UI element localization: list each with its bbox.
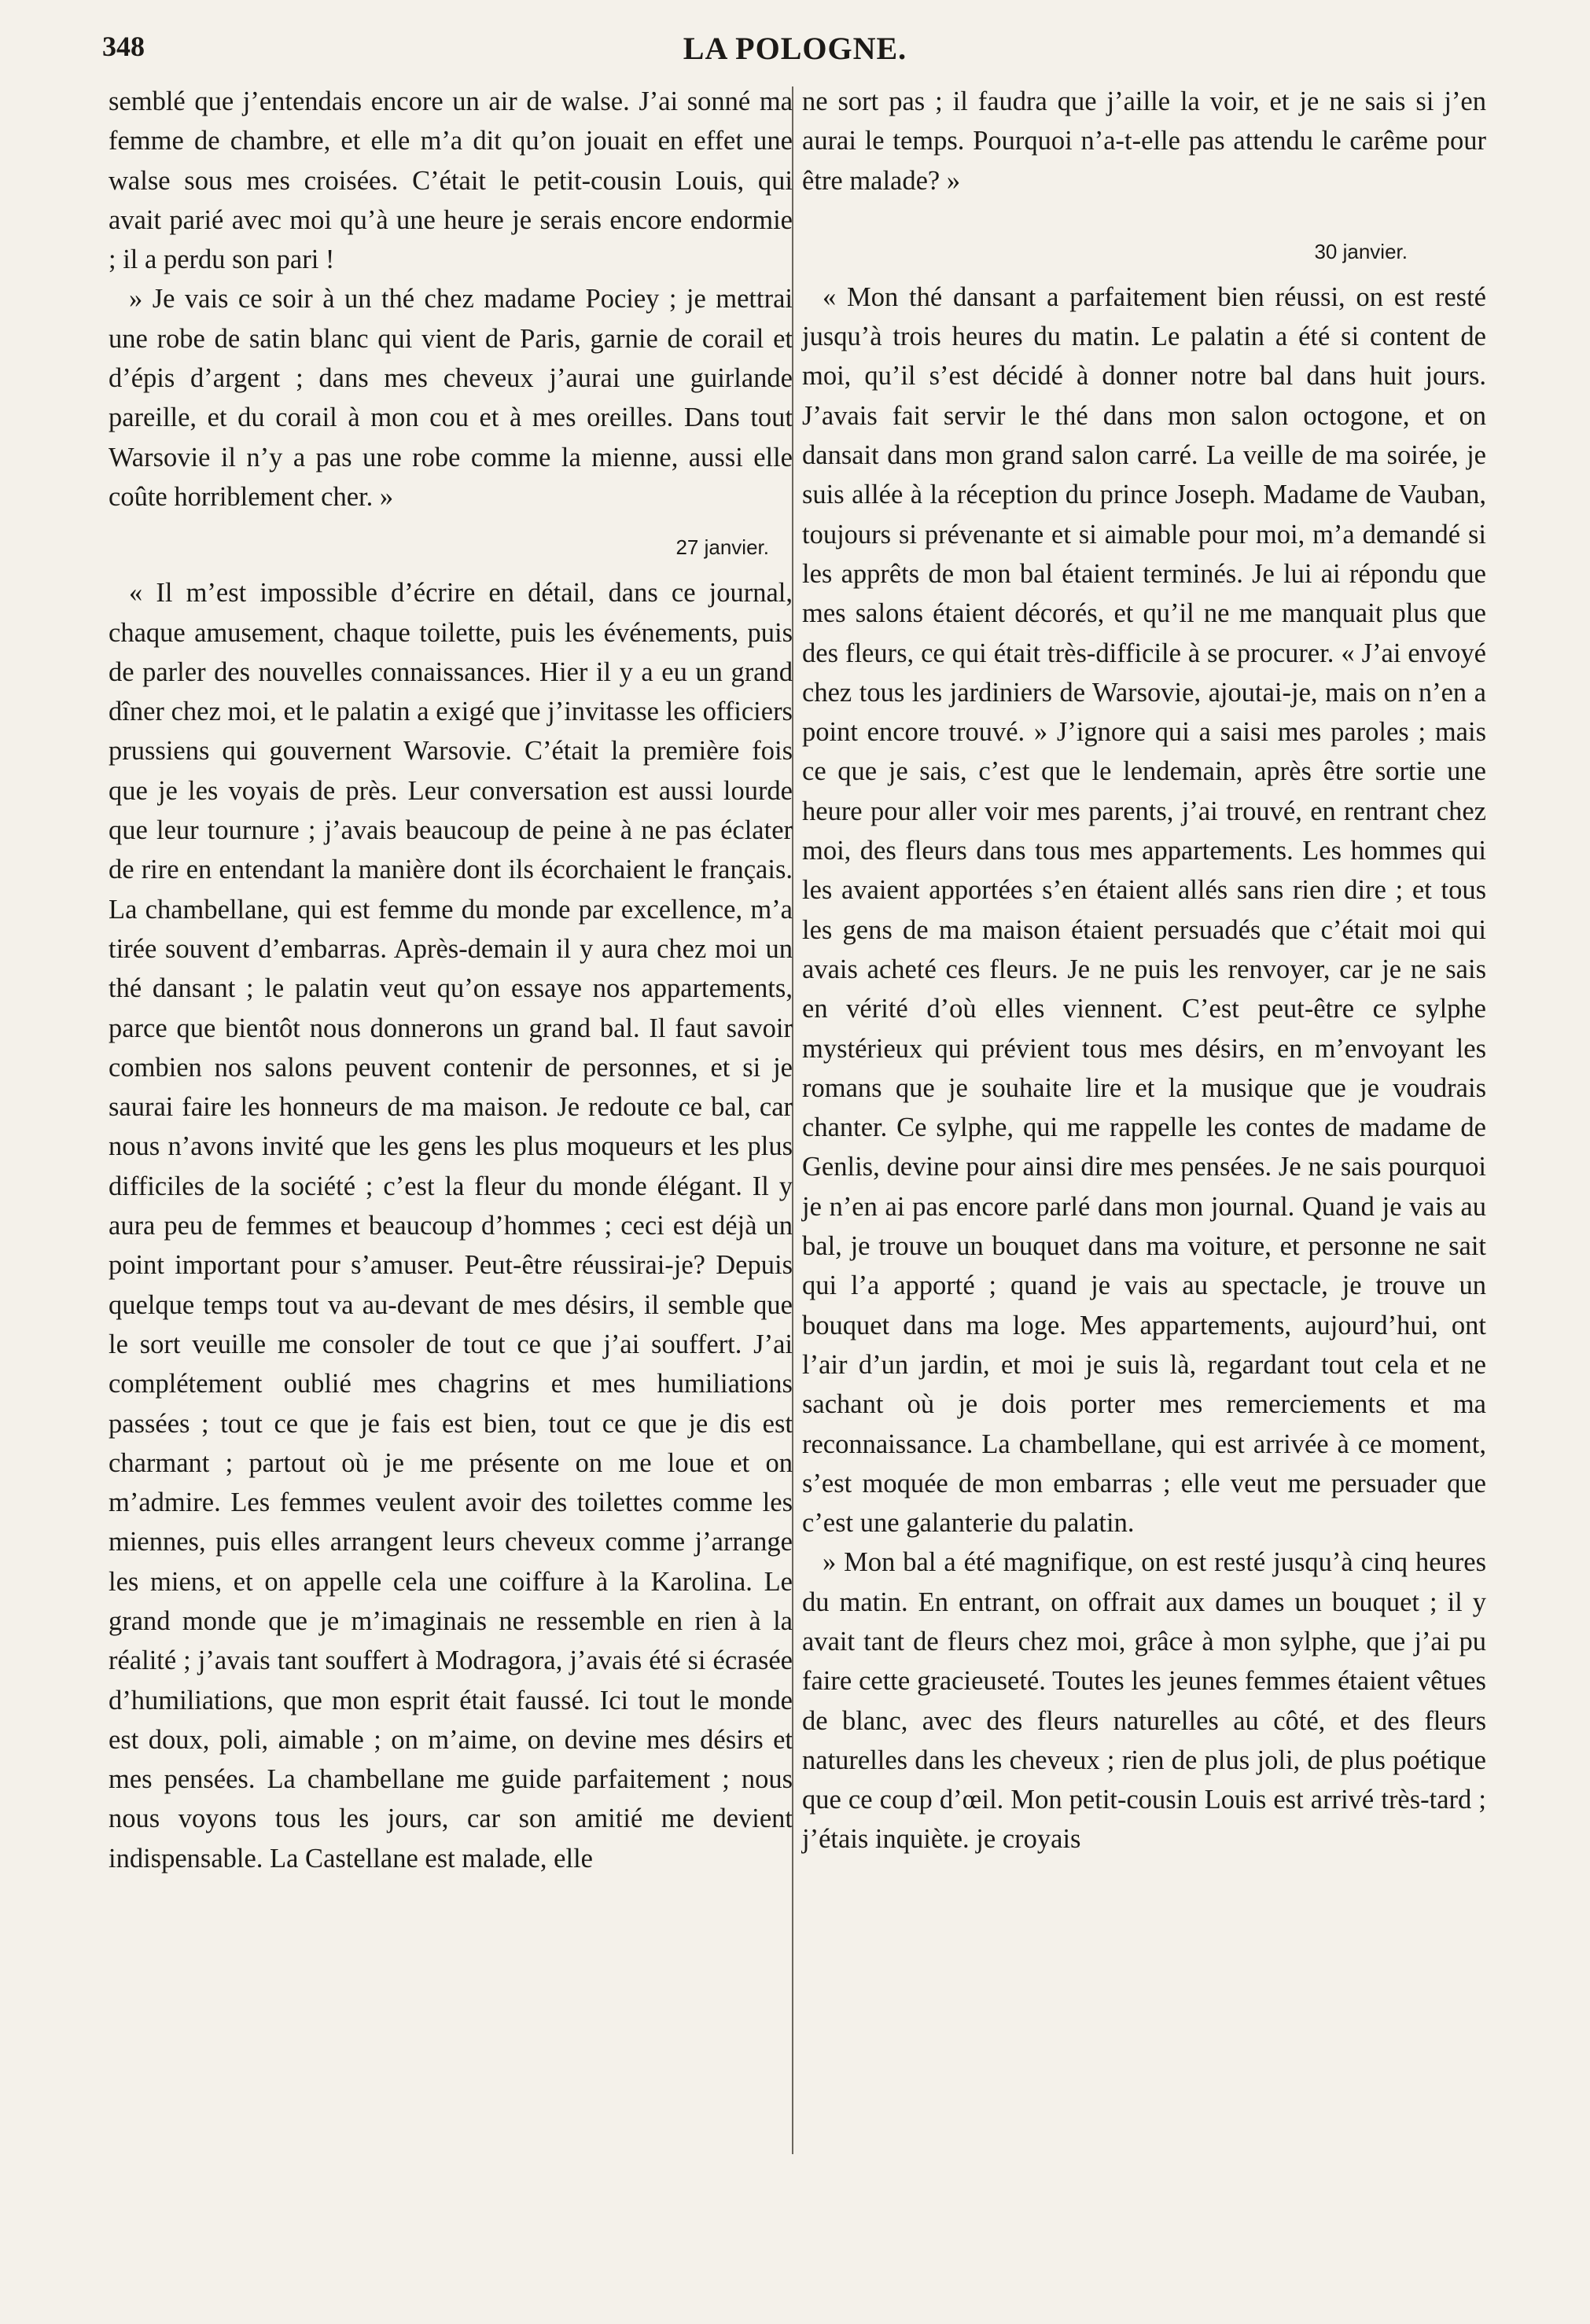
paragraph: « Il m’est impossible d’écrire en détail, dans ce journal, chaque amusement, chaque toilette, puis les événements, puis de parler des nouvelles connaissances. Hier il y a eu un grand dîner chez moi, et le palatin a exigé que j’invitasse les officiers prussiens qui gouvernent Warsovie. C’était la première fois que je les voyais de près. Leur conversation est aussi lourde que leur tournure ; j’avais beaucoup de peine à ne pas éclater de rire en entendant la manière dont ils écorchaient le français. La chambellane, qui est femme du monde par excellence, m’a tirée souvent d’embarras. Après-demain il y aura chez moi un thé dansant ; le palatin veut qu’on essaye nos appartements, parce que bientôt nous donnerons un grand bal. Il faut savoir combien nos salons peuvent contenir de personnes, et si je saurai faire les honneurs de ma maison. Je redoute ce bal, car nous n’avons invité que les gens les plus moqueurs et les plus difficiles de la société ; c’est la fleur du monde élégant. Il y aura peu de femmes et beaucoup d’hommes ; ceci est déjà un point important pour s’amuser. Peut-être réussirai-je? Depuis quelque temps tout va au-devant de mes désirs, il semble que le sort veuille me consoler de tout ce que j’ai souffert. J’ai complétement oublié mes chagrins et mes humiliations passées ; tout ce que je fais est bien, tout ce que je dis est charmant ; partout où je me présente on me loue et on m’admire. Les femmes veulent avoir des toilettes comme les miennes, puis elles arrangent leurs cheveux comme j’arrange les miens, et on appelle cela une coiffure à la Karolina. Le grand monde que je m’imaginais ne ressemble en rien à la réalité ; j’avais tant souffert à Modragora, j’avais été si écrasée d’humiliations, que mon esprit était faussé. Ici tout le monde est doux, poli, aimable ; on m’aime, on devine mes désirs et mes pensées. La chambellane me guide parfaitement ; nous nous voyons tous les jours, car son amitié me devient indispensable. La Castellane est malade, elle [109, 578, 793, 1874]
paragraph: « Mon thé dansant a parfaitement bien réussi, on est resté jusqu’à trois heures du matin. Le palatin a été si content de moi, qu’il s’est décidé à donner notre bal dans huit jours. J’avais fait servir le thé dans mon salon octogone, et on dansait dans mon grand salon carré. La veille de ma soirée, je suis allée à la réception du prince Joseph. Madame de Vauban, toujours si prévenante et si aimable pour moi, m’a demandé si les apprêts de mon bal étaient terminés. Je lui ai répondu que mes salons étaient décorés, et qu’il ne me manquait plus que des fleurs, ce qui était très-difficile à se procurer. « J’ai envoyé chez tous les jardiniers de Warsovie, ajoutai-je, mais on n’en a point encore trouvé. » J’ignore qui a saisi mes paroles ; mais ce que je sais, c’est que le lendemain, après être sortie une heure pour aller voir mes parents, j’ai trouvé, en rentrant chez moi, des fleurs dans tous mes appartements. Les hommes qui les avaient apportées s’en étaient allés sans rien dire ; et tous les gens de ma maison étaient persuadés que c’était moi qui avais acheté ces fleurs. Je ne puis les renvoyer, car je ne sais en vérité d’où elles viennent. C’est peut-être ce sylphe mystérieux qui prévient tous mes désirs, en m’envoyant les romans que je souhaite lire et la musique que je voudrais chanter. Ce sylphe, qui me rappelle les contes de madame de Genlis, devine pour ainsi dire mes pensées. Je ne sais pourquoi je n’en ai pas encore parlé dans mon journal. Quand je vais au bal, je trouve un bouquet dans ma voiture, et personne ne sait qui l’a apporté ; quand je vais au spectacle, je trouve un bouquet dans ma loge. Mes appartements, aujourd’hui, ont l’air d’un jardin, et moi je suis là, regardant tout cela et ne sachant où je dois porter mes remerciements et ma reconnaissance. La chambellane, qui est arrivée à ce moment, s’est moquée de mon embarras ; elle veut me persuader que c’est une galanterie du palatin. [802, 281, 1486, 1539]
paragraph: semblé que j’entendais encore un air de walse. J’ai sonné ma femme de chambre, et elle m’a dit qu’on jouait en effet une walse sous mes croisées. C’était le petit-cousin Louis, qui avait parié avec moi qu’à une heure je serais encore endormie ; il a perdu son pari ! [109, 86, 793, 275]
paragraph: » Je vais ce soir à un thé chez madame Pociey ; je mettrai une robe de satin blanc qui vient de Paris, garnie de corail et d’épis d’argent ; dans mes cheveux j’aurai une guirlande pareille, et du corail à mon cou et à mes oreilles. Dans tout Warsovie il n’y a pas une robe comme la mienne, aussi elle coûte horriblement cher. » [109, 284, 793, 512]
page-header [102, 24, 1488, 71]
paragraph: » Mon bal a été magnifique, on est resté jusqu’à cinq heures du matin. En entrant, on offrait aux dames un bouquet ; il y avait tant de fleurs chez moi, grâce à mon sylphe, que j’ai pu faire cette gracieuseté. Toutes les jeunes femmes étaient vêtues de blanc, avec des fleurs naturelles au côté, et des fleurs naturelles dans les cheveux ; rien de plus joli, de plus poétique que ce coup d’œil. Mon petit-cousin Louis est arrivé très-tard ; j’étais inquiète. je croyais [802, 1547, 1486, 1855]
page-number: 348 [102, 31, 145, 62]
journal-date: 30 janvier. [1314, 239, 1408, 263]
left-column [109, 82, 793, 1878]
journal-date: 27 janvier. [675, 535, 769, 560]
running-title: LA POLOGNE. [683, 31, 907, 66]
paragraph: ne sort pas ; il faudra que j’aille la voir, et je ne sais si j’en aurai le temps. Pourquoi n’a-t-elle pas attendu le carême pour être malade? » [802, 86, 1486, 196]
right-column [802, 82, 1486, 1859]
